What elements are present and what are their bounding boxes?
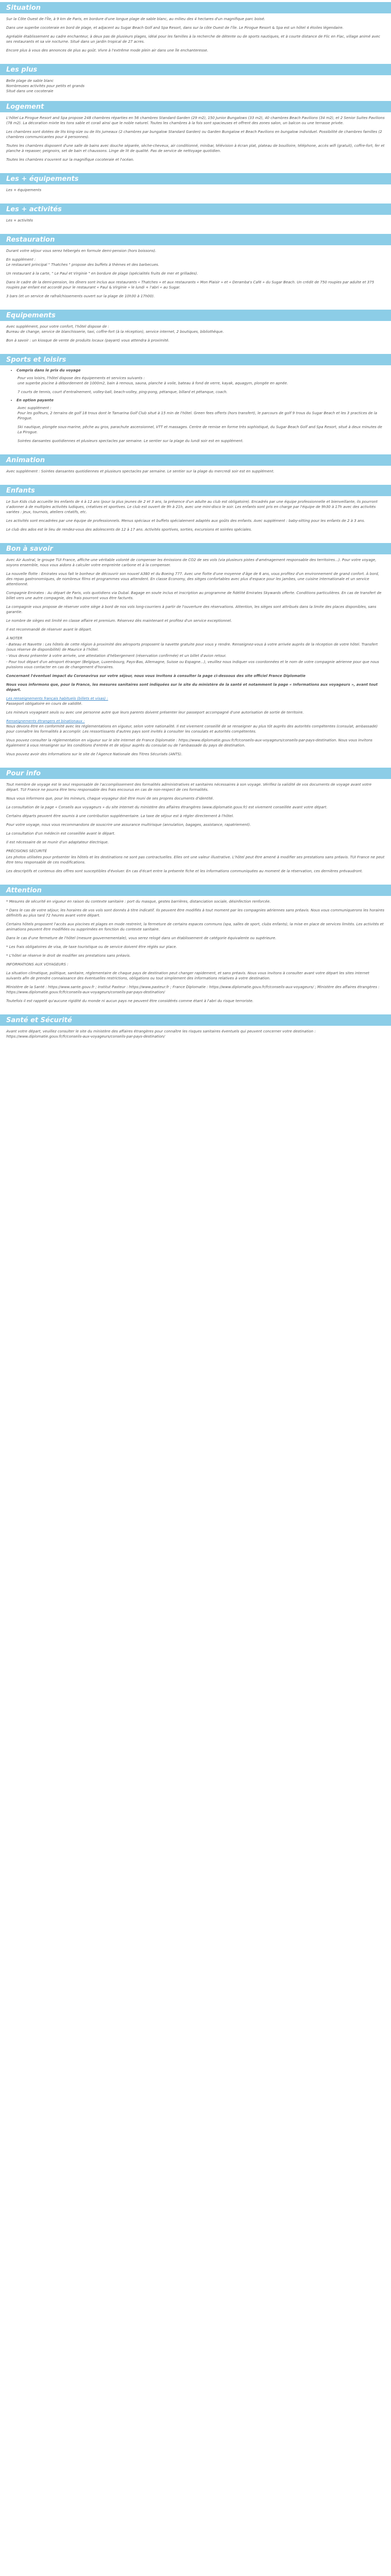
section-equipements xyxy=(0,321,391,349)
attention-text: La situation climatique, politique, sanitaire, réglementaire de chaque pays de destination peut changer rapidement, et sans préavis. Nous vous invitons à consulter avant votre départ les sites internet suivants afin de prendre connaissance des éventuelles restrictions, obligations ou tout simplement des informations relatives à votre destination. xyxy=(6,971,369,980)
attention-text: Toutefois il est rappelé qu'aucune rigidité du monde ni aucun pays ne peuvent être considérés comme étant à l'abri du risque terroriste. xyxy=(6,999,254,1003)
bon-a-savoir-text: Les mineurs voyageant seuls ou avec une personne autre que leurs parents doivent présenter leur passeport accompagné d'une autorisation de sortie de territoire. xyxy=(6,710,304,715)
enfants-text: Le Sun Kids club accueille les enfants de 4 à 12 ans (pour la plus jeunes de 2 et 3 ans, la présence d'un adulte au club est obligatoire). Encadrés par une équipe professionnelle et bienveillante, ils pourront s'adonner à de multiples activités ludiques, créatives et sportives. Le club est ouvert de 9h à 21h, avec une mini-disco le soir. Les enfants sont pris en charge par l'équipe de 9h30 à 17h avec des activités variées : jeux, tournois, ateliers créatifs, etc. xyxy=(6,500,378,514)
bon-a-savoir-text: La nouvelle flotte : Emirates vous fait le bonheur de découvrir son nouvel A380 et du Boeing 777. Avec une flotte d'une moyenne d'âge de 6 ans, vous profitez d'un environnement de grand confort. À bord, des repas gastronomiques, de nombreux films et programmes vous attendent. En classe Economy, des sièges confortables avec plus d'espace pour les jambes, une cuisine internationale et un service attentionné. xyxy=(6,572,379,586)
section-title-situation: Situation xyxy=(0,2,391,13)
situation-text: Sur la Côte Ouest de l'Île, à 9 km de Paris, en bordure d'une longue plage de sable blanc, au milieu des 4 hectares d'un magnifique parc boisé. xyxy=(6,17,266,21)
animation-text: Avec supplément : Soirées dansantes quotidiennes et plusieurs spectacles par semaine. Le sentier sur la plage du mercredi soir est en supplément. xyxy=(6,469,274,473)
logement-text: L'hôtel La Pirogue Resort and Spa propose 248 chambres réparties en 56 chambres Standard Garden (29 m2), 150 Junior Bungalows (33 m2), 40 chambres Beach Pavilions (34 m2), et 2 Senior Suites Pavilions (78 m2). La décoration mixte les tons sable et corail ainsi que le noble naturel. Toutes les chambres à la fois sont spacieuses et offrent des zones salon, un balcon ou une terrasse privée. xyxy=(6,116,385,125)
equipements-text: Avec supplément, pour votre confort, l'hôtel dispose de : xyxy=(6,325,109,329)
section-sante xyxy=(0,1026,391,1045)
sante-text: Avant votre départ, veuillez consulter le site du ministère des affaires étrangères pour connaître les risques sanitaires éventuels qui peuvent concerner votre destination : https://www.diplomatie.gouv.fr/fr/conseils-aux-voyageurs/conseils-par-pays-destination/ xyxy=(6,1029,316,1039)
logement-text: Toutes les chambres s'ouvrent sur la magnifique cocoteraie et l'océan. xyxy=(6,158,135,162)
section-title-equipements-plus: Les + équipements xyxy=(0,173,391,184)
restauration-text: 3 bars (et un service de rafraîchissements ouvert sur la plage de 10h30 à 17h00). xyxy=(6,294,155,298)
restauration-text: Dans le cadre de la demi-pension, les dîners sont inclus aux restaurants « Thatches » et aux restaurants « Mon Plaisir » et « Deramba's Café » du Sugar Beach. Un crédit de 750 roupies par adulte et 375 roupies par enfant est accordé pour le restaurant « Paul & Virginie » le lundi + l'abri « au Sugar. xyxy=(6,280,374,290)
pour-info-text: Certains départs peuvent être soumis à une contribution supplémentaire. La taxe de séjour est à régler directement à l'hôtel. xyxy=(6,814,234,818)
sports-text: une superbe piscine à débordement de 1000m2, bain à remous, sauna, planche à voile, bateau à fond de verre, kayak, aquagym, plongée en apnée. xyxy=(18,381,288,385)
section-situation xyxy=(0,13,391,59)
pour-info-text: Les photos utilisées pour présenter les hôtels et les destinations ne sont pas contractuelles. Elles ont une valeur illustrative. L'hôtel peut être amené à modifier ses prestations sans préavis. TUI France ne peut être tenu responsable de ces modifications. xyxy=(6,855,385,865)
equipements-text: Bureau de change, service de blanchisserie, taxi, coffre-fort (à la réception), service internet, 2 boutiques, bibliothèque. xyxy=(6,330,224,334)
section-attention xyxy=(0,896,391,1009)
section-title-enfants: Enfants xyxy=(0,485,391,496)
attention-links[interactable]: Ministère de la Santé : https://www.sante.gouv.fr ; Institut Pasteur : https://www.pasteur.fr ; France Diplomatie : https://www.diplomatie.gouv.fr/fr/conseils-aux-voyageurs/ ; Ministère des affaires étrangères : https://www.diplomatie.gouv.fr/fr/conseils-aux-voyageurs/conseils-par-pays-destination/ xyxy=(6,985,380,994)
section-title-equipements: Equipements xyxy=(0,310,391,321)
sports-text: Ski nautique, plongée sous-marine, pêche au gros, parachute ascensionnel, VTT et massages. Centre de remise en forme très sophistiqué, du Sugar Beach Golf and Spa Resort, situé à deux minutes de La Pirogue. xyxy=(18,425,382,434)
sports-text: Pour vos loisirs, l'hôtel dispose des équipements et services suivants : xyxy=(18,376,145,380)
situation-text: Encore plus à vous des annonces de plus au goût. Vivre à l'extrême mode plein air dans une île enchanteresse. xyxy=(6,48,208,53)
section-animation xyxy=(0,466,391,480)
attention-text: * Mesures de sécurité en vigueur en raison du contexte sanitaire : port du masque, gestes barrières, distanciation sociale, désinfection renforcée. xyxy=(6,900,271,904)
bon-a-savoir-text: - Pour tout départ d'un aéroport étranger (Belgique, Luxembourg, Pays-Bas, Allemagne, Suisse ou Espagne...), veuillez nous indiquer vos coordonnées et le nom de votre compagnie aérienne pour que nous puissions vous contacter en cas de changement d'horaires. xyxy=(6,660,379,669)
situation-text: Dans une superbe cocoteraie en bord de plage, et adjacent au Sugar Beach Golf and Spa Resort, dans sur la côte Ouest de l'île. Le Pirogue Resort & Spa est un hôtel 4 étoiles légendaire. xyxy=(6,26,344,30)
section-title-sports: Sports et loisirs xyxy=(0,354,391,365)
sports-text: 7 courts de tennis, court d'entraînement, volley-ball, beach-volley, ping-pong, pétanque, billard et pétanque, coach. xyxy=(18,390,228,394)
section-sports xyxy=(0,365,391,449)
bon-a-savoir-text: Le nombre de sièges est limité en classe affaire et premium. Réservez dès maintenant et profitez d'un service exceptionnel. xyxy=(6,619,232,623)
section-title-sante: Santé et Sécurité xyxy=(0,1014,391,1026)
enfants-text: Les activités sont encadrées par une équipe de professionnels. Menus spéciaux et buffets spécialement adaptés aux goûts des enfants. Avec supplément : baby-sitting pour les enfants de 2 à 3 ans. xyxy=(6,519,365,523)
sports-text: Soirées dansantes quotidiennes et plusieurs spectacles par semaine. Le sentier sur la plage du lundi soir est en supplément. xyxy=(18,439,243,443)
restauration-text: Le restaurant principal " Thatches " propose des buffets à thèmes et des barbecues. xyxy=(6,263,159,267)
bon-a-savoir-note-heading: À NOTER xyxy=(6,636,23,640)
section-restauration xyxy=(0,245,391,304)
attention-text: * Les frais obligatoires de visa, de taxe touristique ou de service doivent être réglés sur place. xyxy=(6,945,177,949)
pour-info-heading: PRÉCISIONS SÉCURITÉ xyxy=(6,849,47,853)
restauration-text: Durant votre séjour vous serez hébergés en formule demi-pension (hors boissons). xyxy=(6,249,157,253)
pour-info-text: Pour votre voyage, nous vous recommandons de souscrire une assurance multirisque (annulation, bagages, assistance, rapatriement). xyxy=(6,823,251,827)
activites-plus-text: Les + activités xyxy=(6,218,33,223)
section-logement xyxy=(0,112,391,168)
bon-a-savoir-text: - Bateau et Navette : Les hôtels de cette région à proximité des aéroports proposent la navette gratuite pour vous y rendre. Renseignez-vous à votre arrivée auprès de la réception de votre hôtel. Transfert (sous réserve de disponibilité) de Maurice à l'hôtel. xyxy=(6,642,378,652)
sports-included-list xyxy=(6,368,385,372)
bon-a-savoir-text: Vous pouvez avoir des informations sur le site de l'Agence Nationale des Titres Sécurisés (ANTS). xyxy=(6,752,183,756)
pour-info-text: Il est nécessaire de se munir d'un adaptateur électrique. xyxy=(6,840,109,844)
section-title-logement: Logement xyxy=(0,101,391,112)
sports-included-label: • Compris dans le prix du voyage xyxy=(17,368,385,372)
section-title-bon-a-savoir: Bon à savoir xyxy=(0,543,391,554)
page xyxy=(0,2,391,1045)
attention-text: * L'hôtel se réserve le droit de modifier ses prestations sans préavis. xyxy=(6,954,131,958)
bon-a-savoir-text: Passeport obligatoire en cours de validité. xyxy=(6,702,83,706)
sports-text: Pour les golfeurs, 2 terrains de golf 18 trous dont le Tamarina Golf Club situé à 15 min de l'hôtel. Green fees offerts (hors transfert), le parcours de golf 9 trous du Sugar Beach et les 3 practices de la Pirogue. xyxy=(18,411,377,420)
pour-info-text: La consultation de la page « Conseils aux voyageurs » du site internet du ministère des affaires étrangères (www.diplomatie.gouv.fr) est vivement conseillée avant votre départ. xyxy=(6,805,328,809)
sports-text: Avec supplément : xyxy=(18,406,52,410)
section-equipements-plus xyxy=(0,184,391,198)
attention-heading: INFORMATIONS AUX VOYAGEURS : xyxy=(6,962,69,967)
attention-text: * Dans le cas de votre séjour, les horaires de vos vols sont donnés à titre indicatif. Ils peuvent être modifiés à tout moment par les compagnies aériennes sans préavis. Nous vous communiquerons les horaires définitifs au plus tard 72 heures avant votre départ. xyxy=(6,908,384,918)
section-pour-info xyxy=(0,779,391,879)
section-bon-a-savoir xyxy=(0,554,391,762)
section-title-attention: Attention xyxy=(0,885,391,896)
attention-text: Dans le cas d'une fermeture de l'hôtel (mesure gouvernementale), vous serez relogé dans un établissement de catégorie équivalente ou supérieure. xyxy=(6,936,276,940)
sports-paid-block xyxy=(6,405,385,444)
pour-info-text: Nous vous informons que, pour les mineurs, chaque voyageur doit être muni de ses propres documents d'identité. xyxy=(6,796,214,801)
equipements-plus-text: Les + équipements xyxy=(6,188,42,192)
pour-info-text: Les descriptifs et contenus des offres sont susceptibles d'évoluer. En cas d'écart entre la présente fiche et les informations communiquées au moment de la réservation, ces dernières prévaudront. xyxy=(6,869,363,873)
section-activites-plus xyxy=(0,215,391,229)
bon-a-savoir-text: Il est recommandé de réserver avant le départ. xyxy=(6,628,92,632)
bon-a-savoir-formalities-link[interactable]: Les renseignements français habituels (billets et visas) : xyxy=(6,697,108,701)
pour-info-text: Tout membre de voyage est le seul responsable de l'accomplissement des formalités administratives et sanitaires nécessaires à son voyage. Vérifiez la validité de vos documents de voyage avant votre départ. TUI France ne pourra être tenu responsable des frais encourus en cas de non-respect de ces formalités. xyxy=(6,783,372,792)
restauration-text: En supplément : xyxy=(6,258,36,262)
attention-text: Certains hôtels proposent l'accès aux piscines et plages en mode restreint, la fermeture de certains espaces communs (spa, salles de sport, clubs enfants), la mise en place de services limités. Les activités et animations peuvent être modifiées ou supprimées en fonction du contexte sanitaire. xyxy=(6,922,384,931)
bon-a-savoir-covid-link[interactable]: Concernant l'éventuel impact du Coronavirus sur votre séjour, nous vous invitons à consulter la page ci-dessous des site officiel France Diplomatie xyxy=(6,674,306,678)
bon-a-savoir-covid-info: Nous vous informons que, pour la France, les mesures sanitaires sont indiquées sur le site du ministère de la santé et notamment la page « Informations aux voyageurs », avant tout départ. xyxy=(6,683,378,692)
bon-a-savoir-text: Compagnie Emirates : Au départ de Paris, vols quotidiens via Dubaï. Bagage en soute inclus et inscription au programme de fidélité Emirates Skywards offerte. Conditions particulières. En cas de transfert de billet vers une autre compagnie, des frais pourront vous être facturés. xyxy=(6,591,382,600)
logement-text: Toutes les chambres disposent d'une salle de bains avec douche séparée, sèche-cheveux, air conditionné, minibar, télévision à écran plat, plateau de bouilloire, téléphone, accès wifi (gratuit), coffre-fort, fer et planche à repasser, peignoirs, set de bain et chaussons. Linge de lit de qualité. Pas de service de nettoyage quotidien. xyxy=(6,144,385,153)
bon-a-savoir-text: - Vous devez présenter à votre arrivée, une attestation d'hébergement (réservation confirmée) et un billet d'avion retour. xyxy=(6,654,227,658)
plus-item: Nombreuses activités pour petits et grands xyxy=(6,84,85,88)
plus-item: Belle plage de sable blanc xyxy=(6,79,54,83)
situation-text: Agréable établissement au cadre enchanteur, à deux pas de plusieurs plages, idéal pour les familles à la recherche de détente ou de sports nautiques, et à courte distance de Flic en Flac, village animé avec ses restaurants et sa vie nocturne. Situé dans un jardin tropical de 27 acres. xyxy=(6,35,381,44)
section-plus xyxy=(0,75,391,96)
sports-paid-label: • En option payante xyxy=(17,398,385,402)
restauration-text: Un restaurant à la carte, " Le Paul et Virginie " en bordure de plage (spécialités fruits de mer et grillades). xyxy=(6,272,198,276)
enfants-text: Le club des ados est le lieu de rendez-vous des adolescents de 12 à 17 ans. Activités sportives, sorties, excursions et soirées spéciales. xyxy=(6,528,252,532)
section-title-pour-info: Pour info xyxy=(0,768,391,779)
bon-a-savoir-foreigners-link[interactable]: Renseignements étrangers et binationaux : xyxy=(6,719,85,723)
equipements-text: Bon à savoir : un kiosque de vente de produits locaux (payant) vous attendra à proximité. xyxy=(6,338,170,343)
bon-a-savoir-text: Avec Air Austral, le groupe TUI France, affiche une véritable volonté de compenser les émissions de CO2 de ses vols (via plusieurs pistes d'aménagement responsable des territoires...). Pour votre voyage, soyons ensemble, nous vous aidons à calculer votre empreinte carbone et à la compenser. xyxy=(6,558,377,567)
section-enfants xyxy=(0,496,391,538)
bon-a-savoir-text: Nous devons être en conformité avec les réglementations en vigueur, selon votre nationalité. Il est vivement conseillé de se renseigner au plus tôt auprès des autorités compétentes (consulat, ambassade) pour connaître les formalités à accomplir. Les ressortissants d'autres pays sont invités à consulter les consulats et autorités compétentes. xyxy=(6,724,378,734)
pour-info-text: La consultation d'un médecin est conseillée avant le départ. xyxy=(6,832,116,836)
section-title-activites-plus: Les + activités xyxy=(0,204,391,215)
section-title-plus: Les plus xyxy=(0,64,391,75)
section-title-restauration: Restauration xyxy=(0,234,391,245)
bon-a-savoir-text: Vous pouvez consulter la réglementation en vigueur sur le site internet de France Diplomatie : https://www.diplomatie.gouv.fr/fr/conseils-aux-voyageurs/conseils-par-pays-destination. Nous vous invitons également à vous renseigner sur les conditions d'entrée et de séjour auprès du consulat ou de l'ambassade du pays de destination. xyxy=(6,738,372,748)
sports-paid-list xyxy=(6,398,385,402)
plus-item: Situé dans une cocoteraie xyxy=(6,89,54,93)
section-title-animation: Animation xyxy=(0,454,391,466)
bon-a-savoir-text: La compagnie vous propose de réserver votre siège à bord de nos vols long-courriers à partir de l'ouverture des réservations. Attention, les sièges sont attribués dans la limite des places disponibles, sans garantie. xyxy=(6,605,377,614)
sports-included-block xyxy=(6,376,385,395)
logement-text: Les chambres sont dotées de lits king-size ou de lits jumeaux (2 chambres par bungalow Standard Garden) ou Garden Bungalow et Beach Pavilions en bungalow individuel. Possibilité de chambres familles (2 chambres communicantes pour 4 personnes). xyxy=(6,130,382,139)
